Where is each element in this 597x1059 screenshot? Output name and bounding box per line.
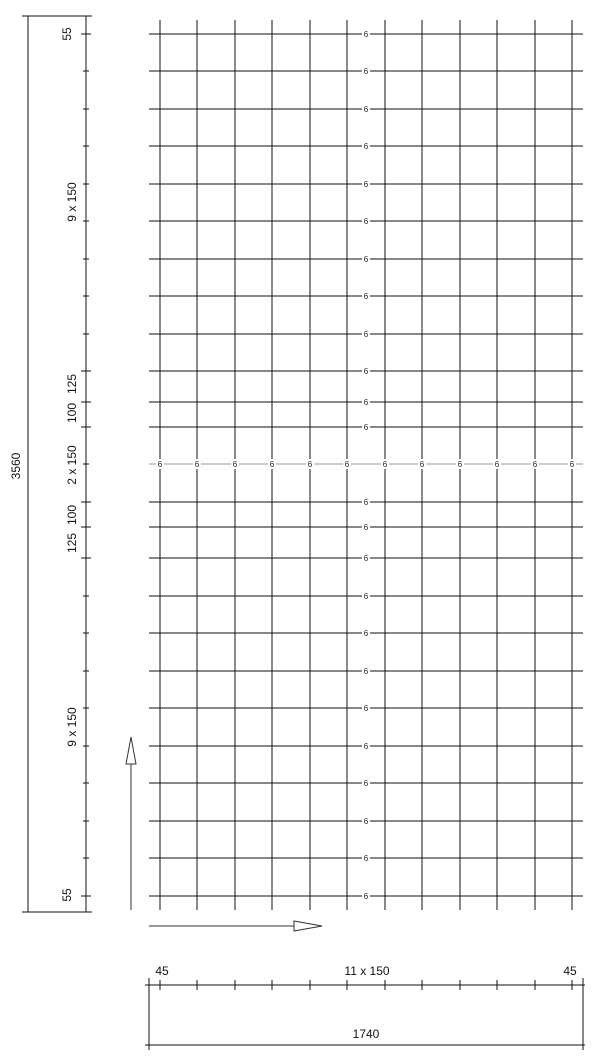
bar-mark-label: 6 (269, 460, 275, 469)
vertical-segment-100-lower: 100 (65, 504, 79, 526)
bar-mark-label: 6 (363, 498, 369, 507)
bar-mark-label: 6 (363, 105, 369, 114)
bar-mark-label: 6 (532, 460, 538, 469)
bar-mark-label: 6 (382, 460, 388, 469)
vertical-segment-125-upper: 125 (65, 373, 79, 395)
vertical-direction-arrow (126, 737, 136, 910)
bar-mark-label: 6 (363, 142, 369, 151)
bar-mark-label: 6 (194, 460, 200, 469)
vertical-segment-middle: 2 x 150 (65, 445, 79, 485)
bar-mark-label: 6 (363, 30, 369, 39)
vertical-segment-125-lower: 125 (65, 532, 79, 554)
bar-mark-labels (156, 29, 576, 901)
horizontal-total-label: 1740 (352, 1027, 380, 1041)
bar-mark-label: 6 (494, 460, 500, 469)
horizontal-right-edge-label: 45 (563, 964, 577, 978)
bar-mark-label: 6 (363, 854, 369, 863)
bar-mark-label: 6 (363, 423, 369, 432)
bar-mark-label: 6 (363, 629, 369, 638)
mesh-grid (149, 20, 583, 910)
bar-mark-label: 6 (363, 292, 369, 301)
vertical-segment-lower-grid: 9 x 150 (65, 707, 79, 747)
bar-mark-label: 6 (363, 742, 369, 751)
bar-mark-label: 6 (363, 398, 369, 407)
bar-mark-label: 6 (363, 704, 369, 713)
horizontal-direction-arrow (149, 921, 322, 931)
vertical-dimension-chain (22, 16, 92, 912)
bar-mark-label: 6 (363, 523, 369, 532)
vertical-segment-bottom-edge: 55 (60, 888, 74, 902)
vertical-segment-100-upper: 100 (65, 402, 79, 424)
bar-mark-label: 6 (569, 460, 575, 469)
bar-mark-label: 6 (363, 217, 369, 226)
vertical-segment-upper-grid: 9 x 150 (65, 182, 79, 222)
bar-mark-label: 6 (363, 779, 369, 788)
bar-mark-label: 6 (363, 554, 369, 563)
bar-mark-label: 6 (232, 460, 238, 469)
horizontal-left-edge-label: 45 (155, 964, 169, 978)
bar-mark-label: 6 (363, 817, 369, 826)
bar-mark-label: 6 (307, 460, 313, 469)
bar-mark-label: 6 (419, 460, 425, 469)
bar-mark-label: 6 (363, 892, 369, 901)
vertical-total-label: 3560 (9, 452, 23, 480)
bar-mark-label: 6 (457, 460, 463, 469)
bar-mark-label: 6 (363, 367, 369, 376)
bar-mark-label: 6 (363, 330, 369, 339)
bar-mark-label: 6 (344, 460, 350, 469)
horizontal-middle-label: 11 x 150 (344, 964, 390, 978)
vertical-segment-top-edge: 55 (60, 27, 74, 41)
bar-mark-label: 6 (363, 592, 369, 601)
bar-mark-label: 6 (157, 460, 163, 469)
bar-mark-label: 6 (363, 255, 369, 264)
bar-mark-label: 6 (363, 667, 369, 676)
bar-mark-label: 6 (363, 67, 369, 76)
bar-mark-label: 6 (363, 180, 369, 189)
